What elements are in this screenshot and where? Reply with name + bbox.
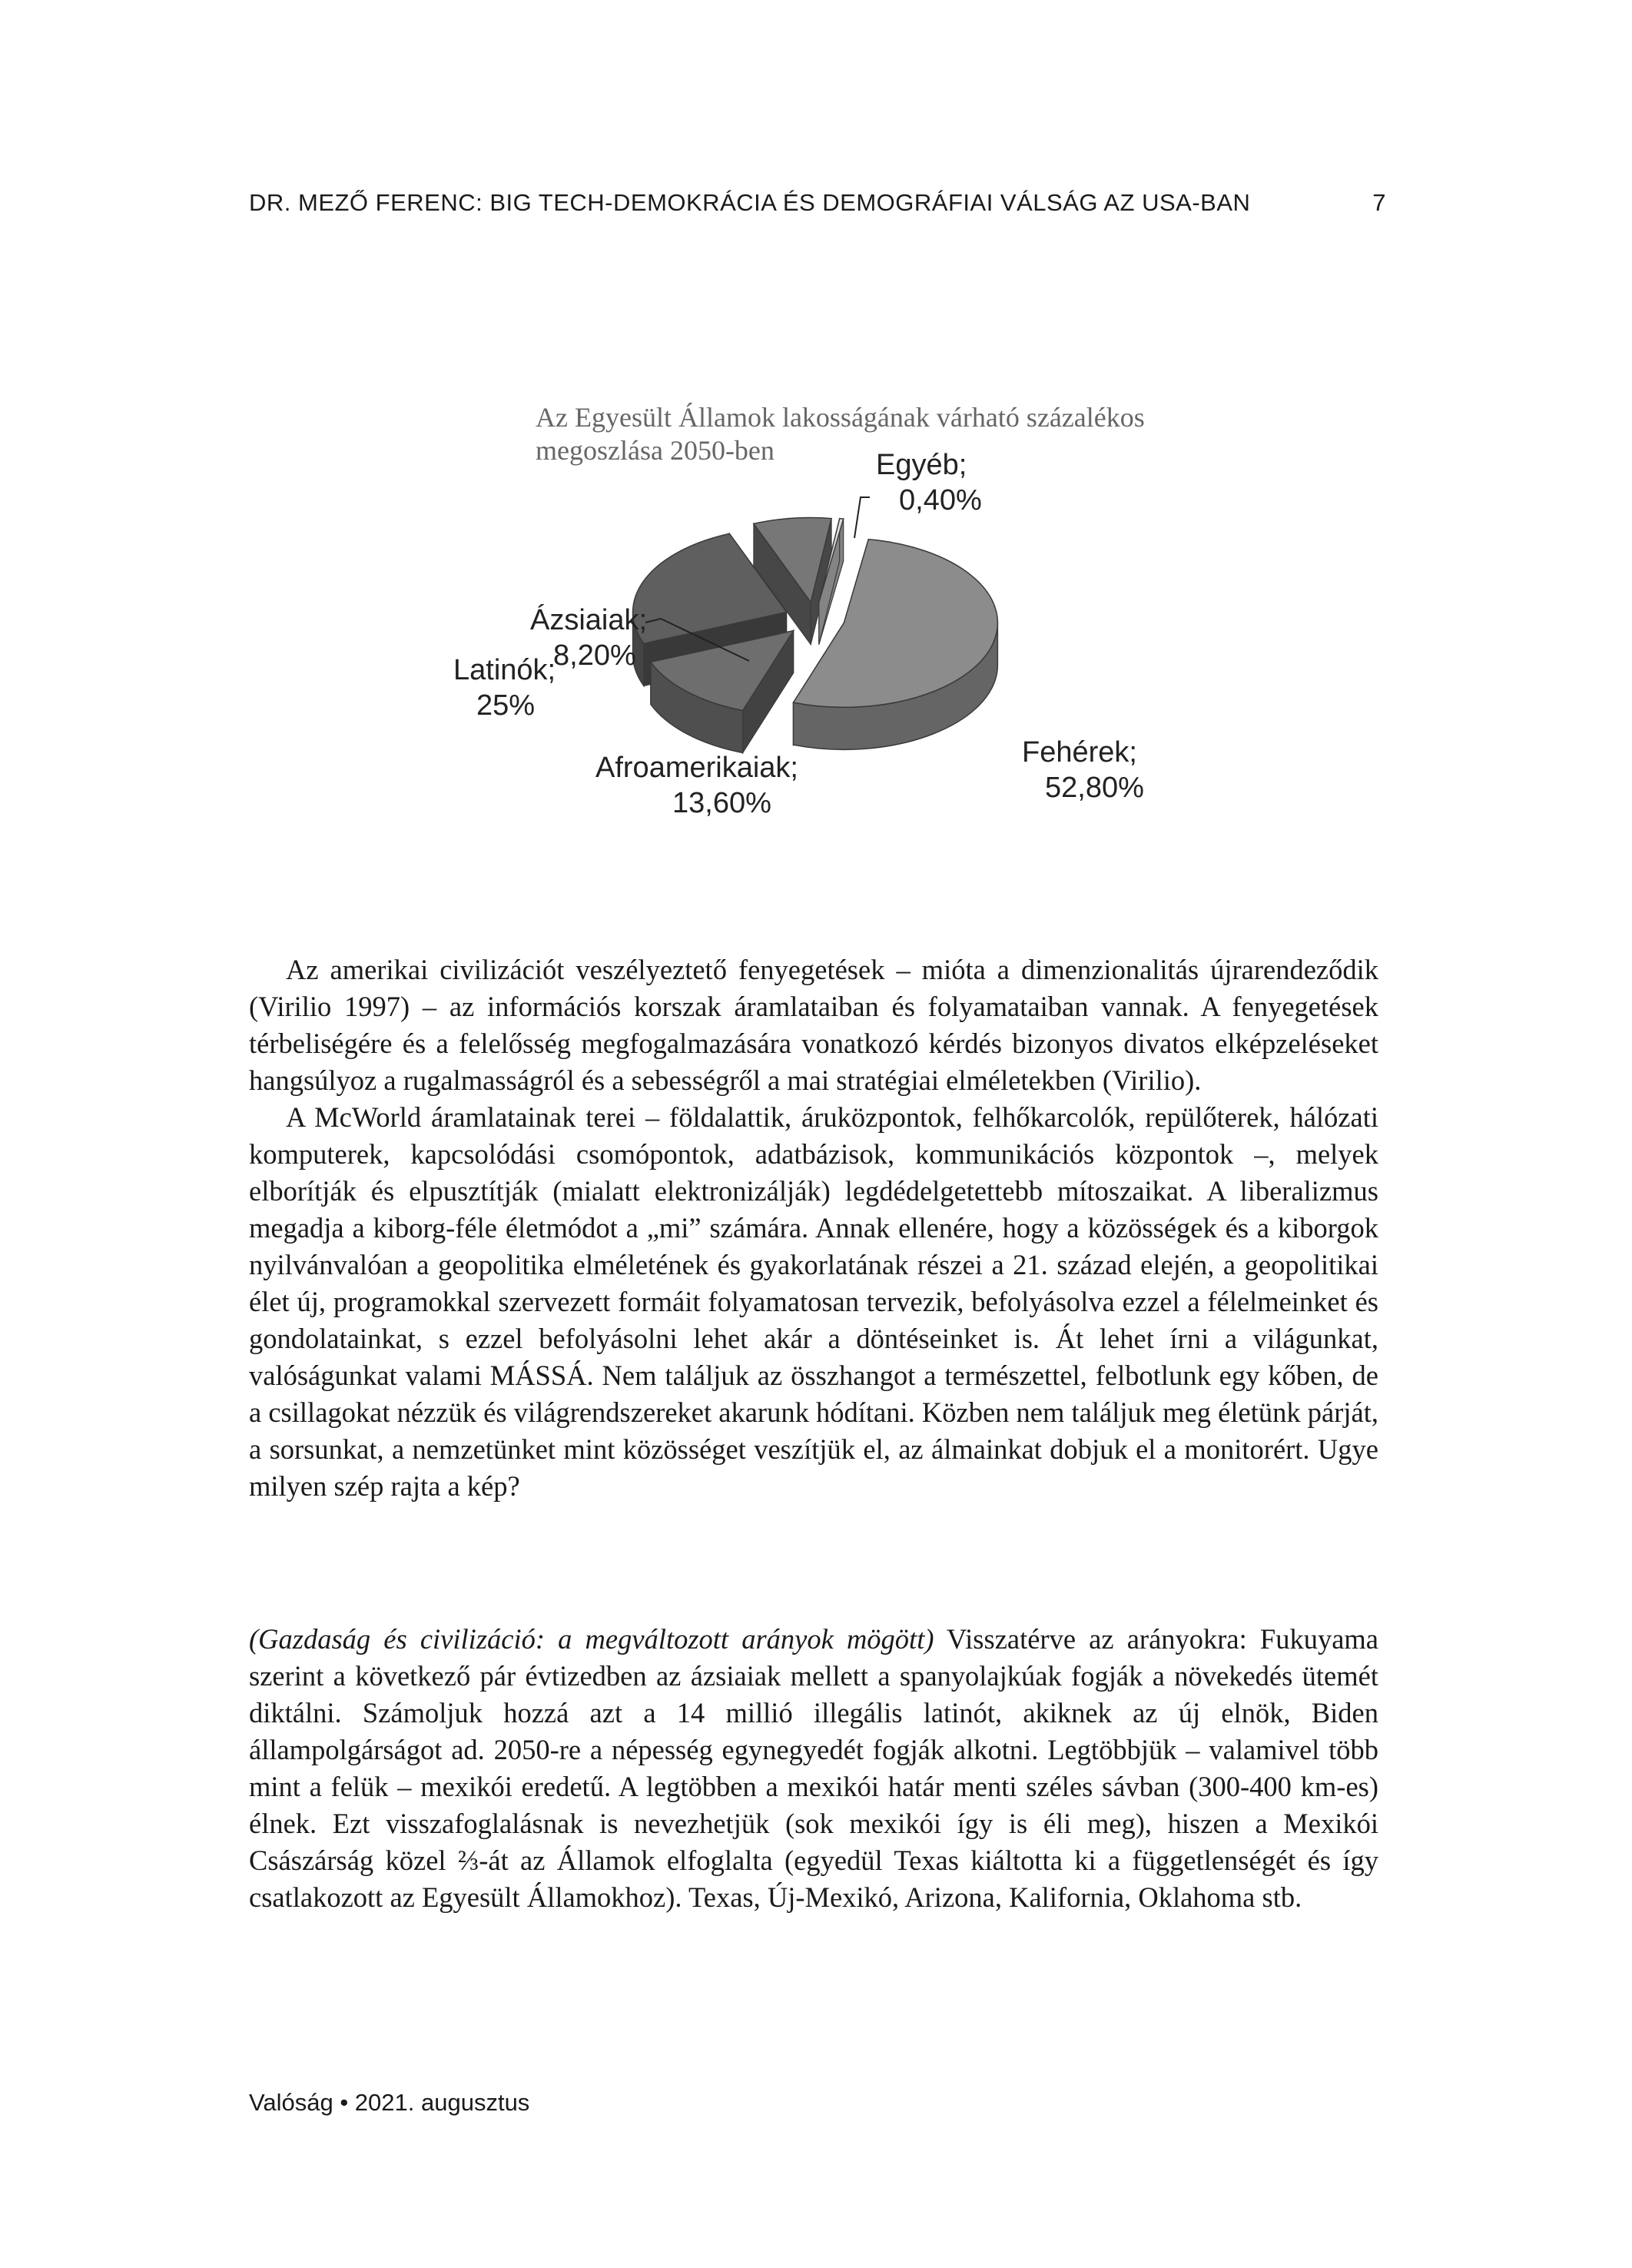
label-afroamerikaiak-name: Afroamerikaiak; [595, 752, 798, 784]
running-head [249, 189, 1386, 217]
label-azsiaiak-name: Ázsiaiak; [530, 604, 648, 636]
label-feherek-name: Fehérek; [1022, 736, 1137, 769]
label-latinok-name: Latinók; [453, 654, 556, 686]
label-egyeb-name: Egyéb; [876, 449, 967, 481]
label-afroamerikaiak-value: 13,60% [672, 787, 771, 819]
label-feherek [1022, 736, 1144, 804]
body-paragraph-3 [249, 1621, 1378, 1916]
running-title: DR. MEZŐ FERENC: BIG TECH-DEMOKRÁCIA ÉS DEMOGRÁFIAI VÁLSÁG AZ USA-BAN [249, 189, 1251, 216]
chart-title-line-2: megoszlása 2050-ben [536, 435, 775, 466]
footer: Valóság • 2021. augusztus [249, 2089, 530, 2116]
body-paragraph-1: Az amerikai civilizációt veszélyeztető fenyegetések – mióta a dimenzionalitás újrarendeződik (Virilio 1997) – az információs korszak áramlataiban és folyamataiban vannak. A fenyegetések térbeliségére és a felelősség megfogalmazására vonatkozó kérdés bizonyos divatos elképzeléseket hangsúlyoz a rugalmasságról és a sebességről a mai stratégiai elméletekben (Virilio). [249, 954, 1378, 1096]
body-block-2 [249, 1621, 1378, 1916]
label-azsiaiak-value: 8,20% [553, 639, 636, 672]
body-paragraph-2: A McWorld áramlatainak terei – földalattik, áruközpontok, felhőkarcolók, repülőterek, hálózati komputerek, kapcsolódási csomópontok, adatbázisok, kommunikációs központok –, melyek elborítják és elpusztítják (mialatt elektronizálják) legdédelgetettebb mítoszaikat. A liberalizmus megadja a kiborg-féle életmódot a „mi” számára. Annak ellenére, hogy a közösségek és a kiborgok nyilvánvalóan a geopolitika elméletének és gyakorlatának részei a 21. század elején, a geopolitikai élet új, programokkal szervezett formáit folyamatosan tervezik, befolyásolva ezzel a félelmeinket és gondolatainkat, s ezzel befolyásolni lehet akár a döntéseinket is. Át lehet írni a világunkat, valóságunkat valami MÁSSÁ. Nem találjuk az összhangot a természettel, felbotlunk egy kőben, de a csillagokat nézzük és világrendszereket akarunk hódítani. Közben nem találjuk meg életünk párját, a sorsunkat, a nemzetünket mint közösséget veszítjük el, az álmainkat dobjuk el a monitorért. Ugye milyen szép rajta a kép? [249, 1101, 1378, 1502]
body-block-1 [249, 951, 1378, 1505]
section-lead: (Gazdaság és civilizáció: a megváltozott arányok mögött) [249, 1623, 934, 1655]
chart-title-line-1: Az Egyesült Államok lakosságának várható százalékos [536, 402, 1145, 433]
pie-chart-figure [415, 388, 1260, 834]
label-feherek-value: 52,80% [1045, 772, 1144, 804]
label-latinok [453, 654, 556, 722]
section-text: Visszatérve az arányokra: Fukuyama szerint a következő pár évtizedben az ázsiaiak mellett a spanyolajkúak fogják a növekedés ütemét diktálni. Számoljuk hozzá azt a 14 millió illegális latinót, akiknek az új elnök, Biden állampolgárságot ad. 2050-re a népesség egynegyedét fogják alkotni. Legtöbbjük – valamivel több mint a felük – mexikói eredetű. A legtöbben a mexikói határ menti széles sávban (300-400 km-es) élnek. Ezt visszafoglalásnak is nevezhetjük (sok mexikói így is éli meg), hiszen a Mexikói Császárság közel ⅔-át az Államok elfoglalta (egyedül Texas kiáltotta ki a függetlenségét és így csatlakozott az Egyesült Államokhoz). Texas, Új-Mexikó, Arizona, Kalifornia, Oklahoma stb. [249, 1623, 1378, 1913]
label-egyeb [876, 449, 982, 516]
page-number: 7 [1372, 189, 1386, 216]
pie-chart [415, 388, 1260, 834]
leader-line-egyeb [854, 497, 870, 538]
label-egyeb-value: 0,40% [899, 484, 982, 516]
label-latinok-value: 25% [476, 689, 536, 722]
label-afroamerikaiak [595, 752, 798, 819]
